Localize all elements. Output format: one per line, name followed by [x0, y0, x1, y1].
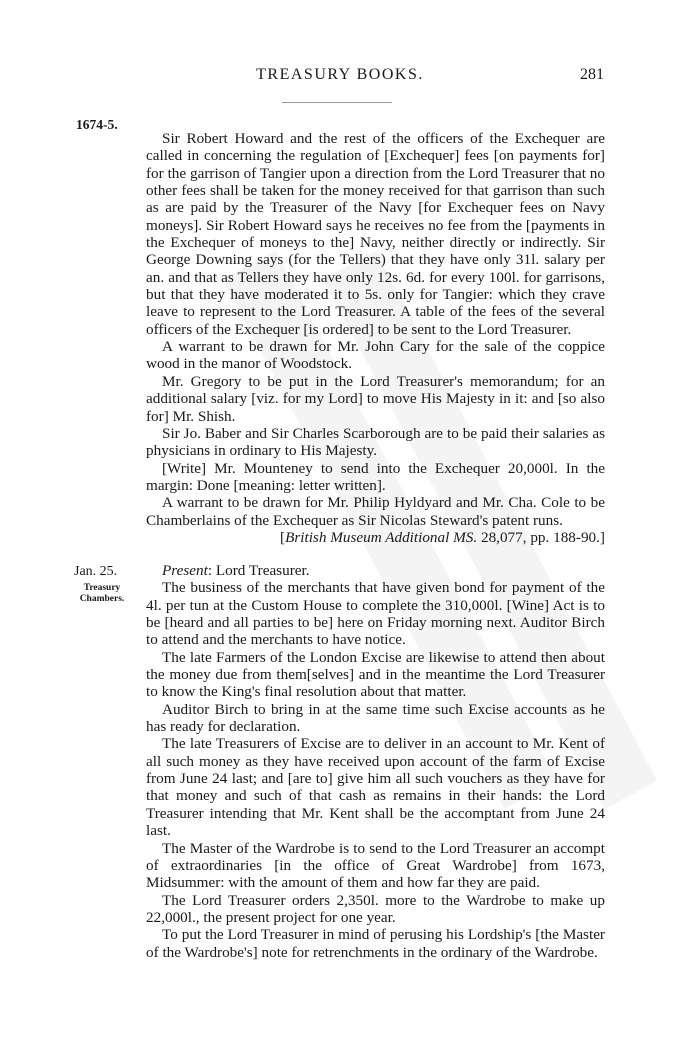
paragraph: The late Treasurers of Excise are to deliver in an account to Mr. Kent of all such money as they have received upon account of the farm of Excise from June 24 last; and [are to] give him all such vouchers as they have for that money and such of that cash as remains in their hands: the Lord Treasurer intending that Mr. Kent shall be the accomptant from June 24 last. — [146, 735, 605, 840]
present-text: : Lord Treasurer. — [207, 562, 310, 579]
page-number: 281 — [580, 66, 604, 83]
present-line — [146, 562, 605, 579]
paragraph: To put the Lord Treasurer in mind of perusing his Lordship's [the Master of the Wardrobe's] note for retrenchments in the ordinary of the Wardrobe. — [146, 926, 605, 961]
paragraph: Auditor Birch to bring in at the same time such Excise accounts as he has ready for declaration. — [146, 700, 605, 736]
running-title: TREASURY BOOKS. — [256, 66, 424, 83]
paragraph: Sir Jo. Baber and Sir Charles Scarborough are to be paid their salaries as physicians in ordinary to His Majesty. — [146, 424, 605, 460]
page-header — [76, 66, 604, 86]
entry-1-text — [146, 130, 605, 546]
present-label: Present — [162, 562, 208, 579]
margin-date: Jan. 25. — [74, 564, 118, 579]
citation-source: British Museum Additional MS. — [285, 528, 478, 546]
paragraph: The business of the merchants that have given bond for payment of the 4l. per tun at the Custom House to complete the 310,000l. [Wine] Act is to be [heard and all parties to be] here on Friday morning next. Auditor Birch to attend and the merchants to have notice. — [146, 579, 605, 649]
year-marker: 1674-5. — [76, 117, 118, 132]
margin-place: Treasury Chambers. — [79, 583, 125, 604]
paragraph: Sir Robert Howard and the rest of the officers of the Exchequer are called in concerning the regulation of [Exchequer] fees [on payments for] for the garrison of Tangier upon a direction from the Lord Treasurer that no other fees shall be taken for the money received for that garrison than such as are paid by the Treasurer of the Navy [for Exchequer fees on Navy moneys]. Sir Robert Howard says he receives no fee from the [payments in the Exchequer of moneys to the] Navy, neither directly or indirectly. Sir George Downing says (for the Tellers) that they have only 31l. salary per an. and that as Tellers they have only 12s. 6d. for every 100l. for garrisons, but that they have moderated it to 5s. only for Tangier: which they crave leave to represent to the Lord Treasurer. A table of the fees of the several officers of the Exchequer [is ordered] to be sent to the Lord Treasurer. — [146, 130, 605, 338]
paragraph: The Lord Treasurer orders 2,350l. more to the Wardrobe to make up 22,000l., the present project for one year. — [146, 891, 605, 926]
paragraph: [Write] Mr. Mounteney to send into the Exchequer 20,000l. In the margin: Done [meaning: letter written]. — [146, 459, 605, 494]
source-citation — [146, 529, 605, 546]
paragraph: A warrant to be drawn for Mr. John Cary for the sale of the coppice wood in the manor of Woodstock. — [146, 338, 605, 373]
paragraph: The late Farmers of the London Excise are likewise to attend then about the money due from them[selves] and in the meantime the Lord Treasurer to know the King's final resolution about that matter. — [146, 648, 605, 701]
header-rule — [282, 102, 392, 103]
citation-ref: 28,077, pp. 188-90.] — [477, 528, 605, 546]
paragraph: A warrant to be drawn for Mr. Philip Hyldyard and Mr. Cha. Cole to be Chamberlains of the Exchequer as Sir Nicolas Steward's patent runs. — [146, 494, 605, 529]
entry-2-text — [146, 562, 605, 961]
paragraph: Mr. Gregory to be put in the Lord Treasurer's memorandum; for an additional salary [viz. for my Lord] to move His Majesty in it: and [so also for] Mr. Shish. — [146, 372, 605, 425]
paragraph: The Master of the Wardrobe is to send to the Lord Treasurer an accompt of extraordinaries [in the office of Great Wardrobe] from 1673, Midsummer: with the amount of them and how far they are paid. — [146, 839, 605, 892]
citation-open: [ — [280, 528, 286, 546]
